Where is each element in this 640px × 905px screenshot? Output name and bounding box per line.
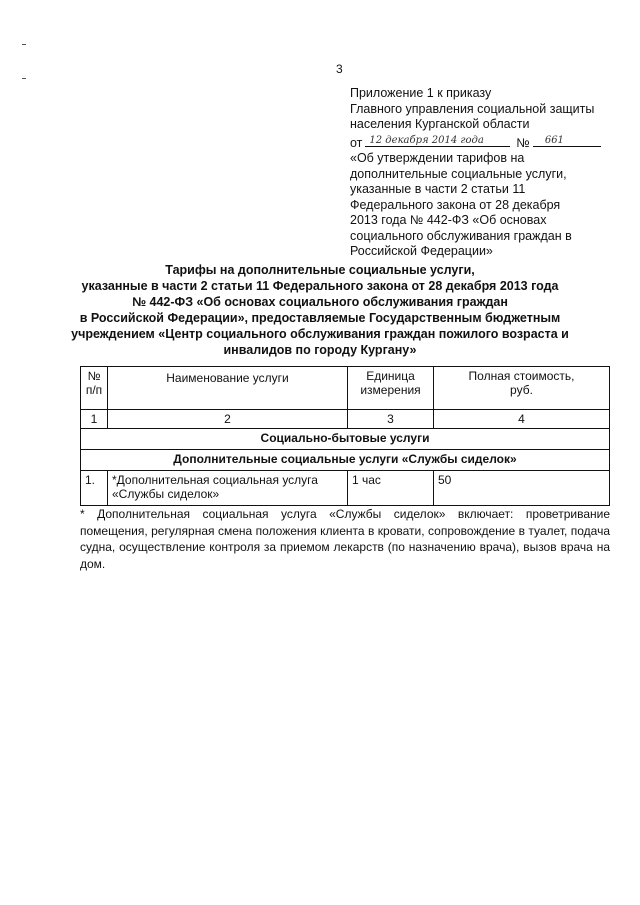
order-title-line: «Об утверждении тарифов на — [350, 151, 525, 165]
column-number-row — [81, 410, 610, 429]
service-name-line: «Службы сиделок» — [112, 487, 220, 501]
title-line: инвалидов по городу Кургану» — [223, 343, 417, 357]
row-price: 50 — [434, 471, 610, 506]
order-number-label: № — [516, 135, 530, 150]
subsection-title: Дополнительные социальные услуги «Службы сиделок» — [81, 450, 610, 471]
order-title-line: дополнительные социальные услуги, — [350, 166, 567, 181]
header-text: Наименование услуги — [166, 371, 289, 385]
column-number: 4 — [434, 410, 610, 429]
order-title-line: социального обслуживания граждан в — [350, 228, 572, 243]
header-text: № — [87, 369, 101, 383]
appendix-line: Главного управления социальной защиты — [350, 101, 595, 116]
footnote: * Дополнительная социальная услуга «Службы сиделок» включает: проветривание помещения, регулярная смена положения клиента в кровати, сопровождение в туалет, подача судна, осуществление контроля за приемом лекарств (по назначению врача), вызов врача на дом. — [80, 507, 610, 571]
title-line: № 442-ФЗ «Об основах социального обслуживания граждан — [132, 295, 508, 309]
column-number: 1 — [81, 410, 108, 429]
row-unit: 1 час — [348, 471, 434, 506]
header-text: измерения — [360, 383, 421, 397]
header-cell-price — [434, 367, 610, 410]
order-date-handwritten: 12 декабря 2014 года — [369, 134, 484, 146]
scan-mark-top — [22, 44, 26, 45]
title-line: указанные в части 2 статьи 11 Федерального закона от 28 декабря 2013 года — [81, 279, 559, 293]
service-name-line: *Дополнительная социальная услуга — [112, 473, 318, 487]
header-text: Единица — [366, 369, 415, 383]
title-line: учреждением «Центр социального обслуживания граждан пожилого возраста и — [71, 327, 569, 341]
header-text: п/п — [85, 383, 103, 397]
tariffs-table — [80, 366, 610, 506]
order-title-line: Федерального закона от 28 декабря — [350, 197, 561, 212]
appendix-block — [350, 86, 620, 260]
row-number: 1. — [81, 471, 108, 506]
order-number-handwritten: 661 — [544, 134, 564, 146]
order-prefix: от — [350, 135, 363, 150]
section-title: Социально-бытовые услуги — [81, 429, 610, 450]
title-line: Тарифы на дополнительные социальные услуги, — [165, 263, 475, 277]
title-line: в Российской Федерации», предоставляемые Государственным бюджетным — [79, 311, 561, 325]
column-number: 3 — [348, 410, 434, 429]
document-title — [60, 262, 580, 358]
row-service-name — [108, 471, 348, 506]
column-number: 2 — [108, 410, 348, 429]
appendix-line: населения Курганской области — [350, 117, 530, 131]
appendix-line: Приложение 1 к приказу — [350, 86, 492, 100]
section-row — [81, 429, 610, 450]
table-header-row — [81, 367, 610, 410]
page-number: 3 — [336, 62, 343, 76]
header-cell-unit — [348, 367, 434, 410]
header-text: Полная стоимость, — [468, 369, 575, 383]
order-title-line: Российской Федерации» — [350, 244, 493, 258]
order-number-blank — [533, 133, 601, 147]
header-text: руб. — [510, 383, 533, 397]
order-title-line: указанные в части 2 статьи 11 — [350, 182, 526, 196]
header-cell-number — [81, 367, 108, 410]
order-date-number-line — [350, 133, 620, 152]
order-title-line: 2013 года № 442-ФЗ «Об основах — [350, 213, 547, 227]
scan-mark-bottom — [22, 78, 26, 79]
subsection-row — [81, 450, 610, 471]
table-row — [81, 471, 610, 506]
order-date-blank — [365, 133, 510, 147]
header-cell-service-name — [108, 367, 348, 410]
